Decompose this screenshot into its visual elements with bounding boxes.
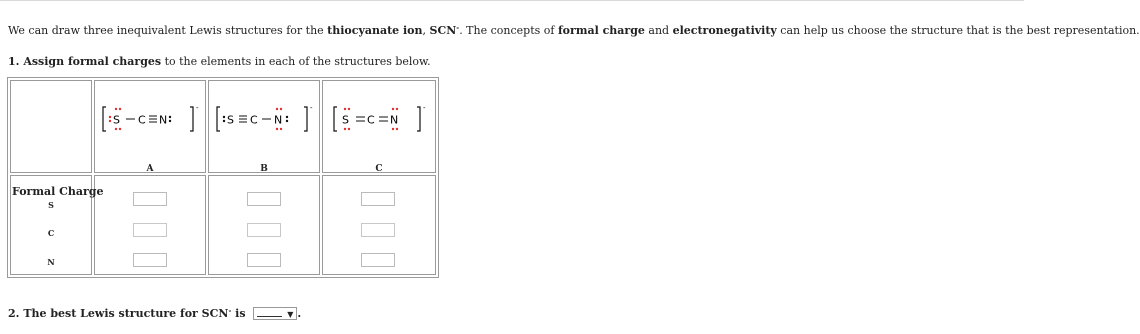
input-b-s[interactable] xyxy=(247,192,281,206)
lewis-structure-a xyxy=(95,103,205,135)
answers-cell-c xyxy=(322,175,436,275)
input-b-c[interactable] xyxy=(247,223,281,237)
lewis-structure-c xyxy=(323,103,435,135)
ion-charge: - xyxy=(423,104,426,112)
intro-part3: . The concepts of xyxy=(459,24,558,37)
select-blank xyxy=(257,316,282,317)
best-structure-select[interactable] xyxy=(253,307,297,320)
bracket-right xyxy=(304,107,307,131)
q2-end: . xyxy=(297,307,302,320)
input-c-s[interactable] xyxy=(361,192,395,206)
intro-charge: - xyxy=(456,23,460,32)
bracket-left xyxy=(217,107,220,131)
input-a-c[interactable] xyxy=(133,223,167,237)
double-bond-1 xyxy=(356,117,365,121)
q1-number: 1. xyxy=(8,55,24,68)
structure-label-c: C xyxy=(375,164,383,174)
input-c-n[interactable] xyxy=(361,253,395,267)
intro-part1: We can draw three inequivalent Lewis structures for the xyxy=(8,24,328,37)
atom-s: S xyxy=(342,113,349,127)
q2-text: 2. The best Lewis structure for SCN xyxy=(8,307,229,320)
atom-c: C xyxy=(138,113,146,127)
question-1 xyxy=(8,55,431,68)
bracket-left xyxy=(334,107,337,131)
formal-charge-row xyxy=(10,175,436,275)
intro-part5: can help us choose the structure that is the best representation. xyxy=(776,24,1140,37)
atom-n: N xyxy=(274,113,283,127)
ion-charge: - xyxy=(310,104,313,112)
question-2 xyxy=(8,307,301,321)
structure-cell-a xyxy=(94,80,206,173)
atom-c: C xyxy=(367,113,375,127)
atom-n: N xyxy=(390,113,399,127)
input-a-s[interactable] xyxy=(133,192,167,206)
lewis-structure-a-svg xyxy=(100,103,200,135)
table-header-row xyxy=(10,80,436,173)
answers-cell-a xyxy=(94,175,206,275)
q2-charge: - xyxy=(228,306,232,315)
chevron-down-icon[interactable]: ▼ xyxy=(287,308,294,319)
lone-pair-n-right xyxy=(286,116,288,122)
atom-s: S xyxy=(227,113,234,127)
intro-formula: SCN xyxy=(429,24,457,37)
intro-bold-electronegativity: electronegativity xyxy=(672,24,777,37)
row-label-n: N xyxy=(47,257,55,267)
lone-pair-n xyxy=(169,116,171,122)
row-label-s: S xyxy=(48,200,54,210)
q2-after: is xyxy=(231,307,246,320)
structure-cell-c xyxy=(322,80,436,173)
intro-part2: , xyxy=(422,24,430,37)
input-c-c[interactable] xyxy=(361,223,395,237)
row-label-cell xyxy=(10,175,104,275)
bracket-right xyxy=(190,107,193,131)
input-a-n[interactable] xyxy=(133,253,167,267)
triple-bond xyxy=(149,116,157,122)
intro-bold-formal-charge: formal charge xyxy=(557,24,645,37)
structure-cell-b xyxy=(208,80,320,173)
top-divider xyxy=(0,0,1024,1)
row-label-c: C xyxy=(47,228,55,238)
atom-n: N xyxy=(159,113,168,127)
atom-c: C xyxy=(250,113,258,127)
q1-rest: to the elements in each of the structures below. xyxy=(161,55,431,68)
input-b-n[interactable] xyxy=(247,253,281,267)
structure-label-a: A xyxy=(146,164,154,174)
bracket-right xyxy=(417,107,420,131)
bracket-left xyxy=(103,107,106,131)
intro-part4: and xyxy=(644,24,673,37)
intro-text xyxy=(8,24,1140,37)
atom-s: S xyxy=(113,113,120,127)
formal-charge-table xyxy=(7,77,439,278)
triple-bond xyxy=(239,116,247,122)
lewis-structure-b xyxy=(209,103,319,135)
structure-label-b: B xyxy=(260,164,268,174)
lewis-structure-b-svg xyxy=(214,103,314,135)
lewis-structure-c-svg xyxy=(329,103,429,135)
answers-cell-b xyxy=(208,175,320,275)
formal-charge-heading: Formal Charge xyxy=(12,185,104,198)
q1-bold: Assign formal charges xyxy=(23,55,162,68)
corner-cell xyxy=(10,80,92,173)
double-bond-2 xyxy=(379,117,388,121)
lone-pair-s xyxy=(223,116,225,122)
intro-bold-thiocyanate: thiocyanate ion xyxy=(327,24,423,37)
ion-charge: - xyxy=(196,104,199,112)
